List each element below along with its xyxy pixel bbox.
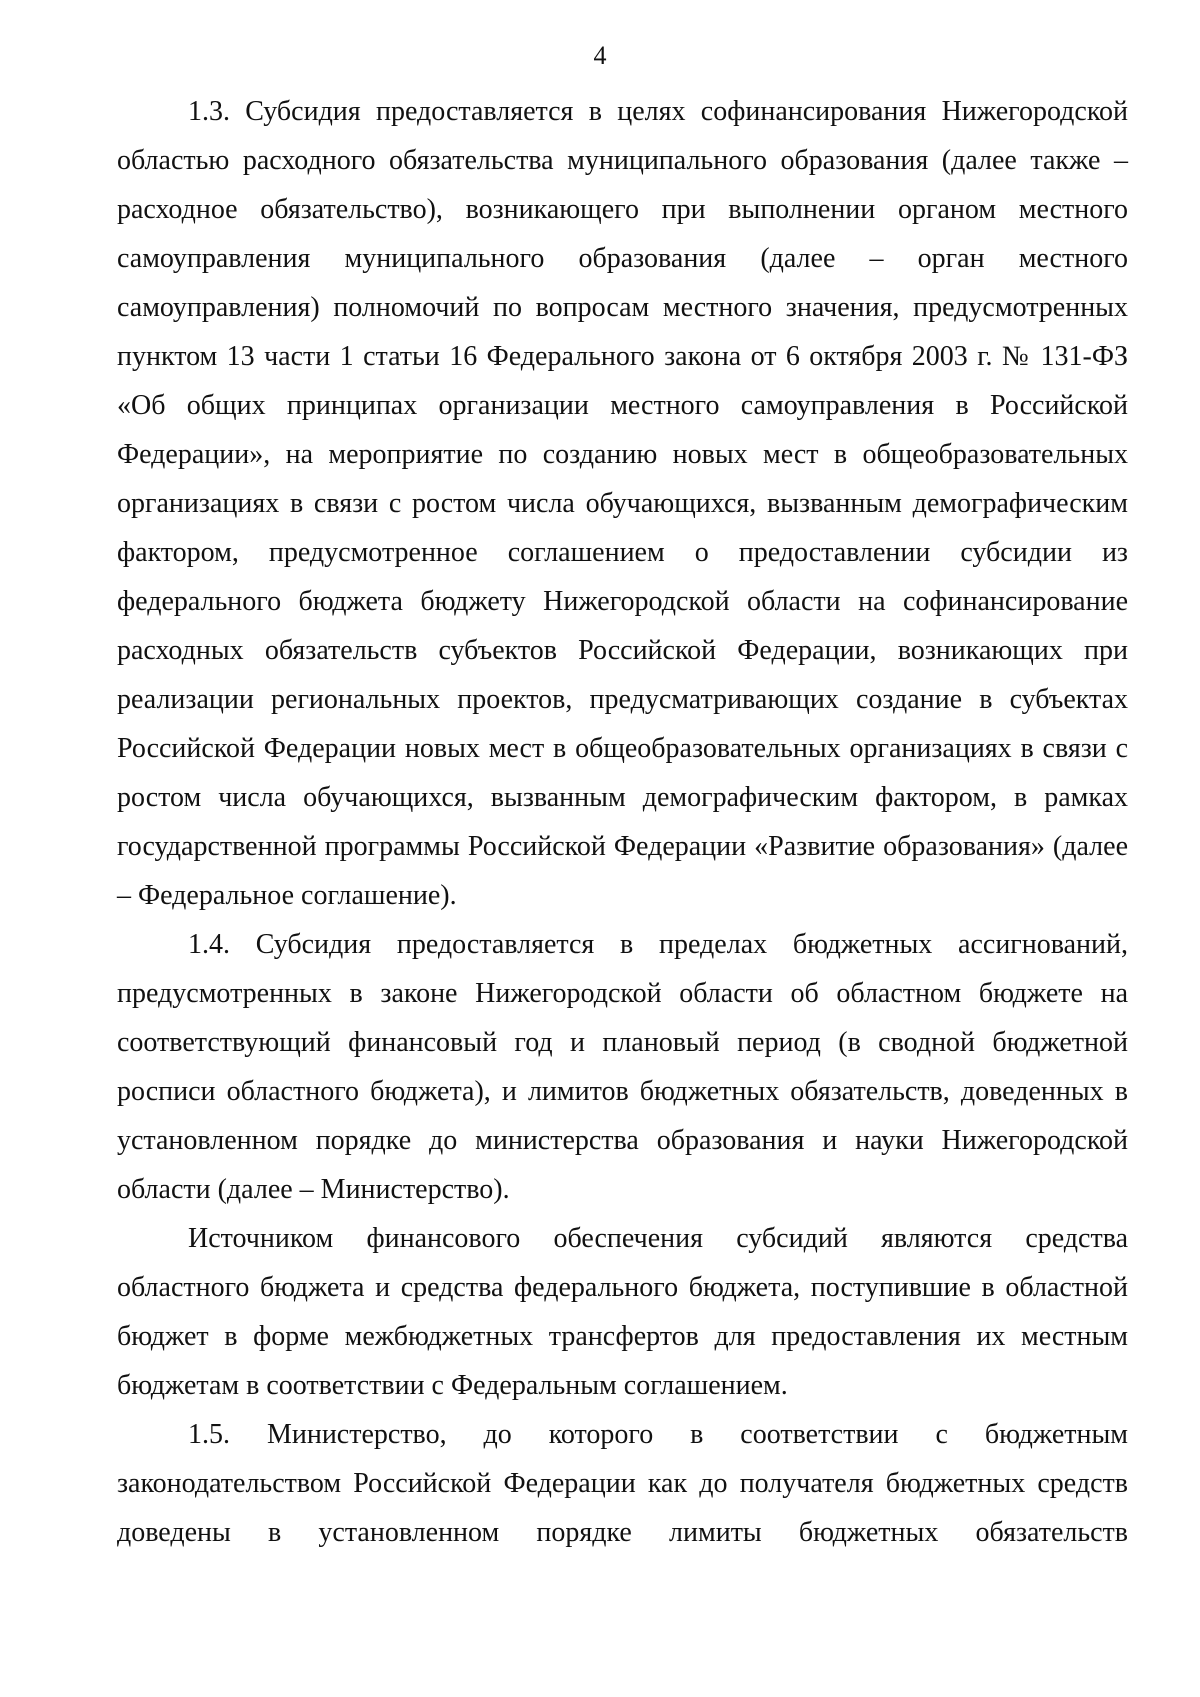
paragraph-funding-sources: Источником финансового обеспечения субсидий являются средства областного бюджета и средства федерального бюджета, поступившие в областной бюджет в форме межбюджетных трансфертов для предоставления их местным бюджетам в соответствии с Федеральным соглашением.: [117, 1223, 1128, 1401]
paragraph-1-5: 1.5. Министерство, до которого в соответствии с бюджетным законодательством Российской Федерации как до получателя бюджетных средств доведены в установленном порядке лимиты бюджетных обязательств: [117, 1419, 1128, 1548]
paragraph-1-3: 1.3. Субсидия предоставляется в целях софинансирования Нижегородской областью расходного обязательства муниципального образования (далее также – расходное обязательство), возникающего при выполнении органом местного самоуправления муниципального образования (далее – орган местного самоуправления) полномочий по вопросам местного значения, предусмотренных пунктом 13 части 1 статьи 16 Федерального закона от 6 октября 2003 г. № 131-ФЗ «Об общих принципах организации местного самоуправления в Российской Федерации», на мероприятие по созданию новых мест в общеобразовательных организациях в связи с ростом числа обучающихся, вызванным демографическим фактором, предусмотренное соглашением о предоставлении субсидии из федерального бюджета бюджету Нижегородской области на софинансирование расходных обязательств субъектов Российской Федерации, возникающих при реализации региональных проектов, предусматривающих создание в субъектах Российской Федерации новых мест в общеобразовательных организациях в связи с ростом числа обучающихся, вызванным демографическим фактором, в рамках государственной программы Российской Федерации «Развитие образования» (далее – Федеральное соглашение).: [117, 96, 1128, 911]
paragraph-1-4: 1.4. Субсидия предоставляется в пределах бюджетных ассигнований, предусмотренных в законе Нижегородской области об областном бюджете на соответствующий финансовый год и плановый период (в сводной бюджетной росписи областного бюджета), и лимитов бюджетных обязательств, доведенных в установленном порядке до министерства образования и науки Нижегородской области (далее – Министерство).: [117, 929, 1128, 1205]
page-number: 4: [593, 41, 607, 70]
document-body: [117, 87, 1128, 1557]
